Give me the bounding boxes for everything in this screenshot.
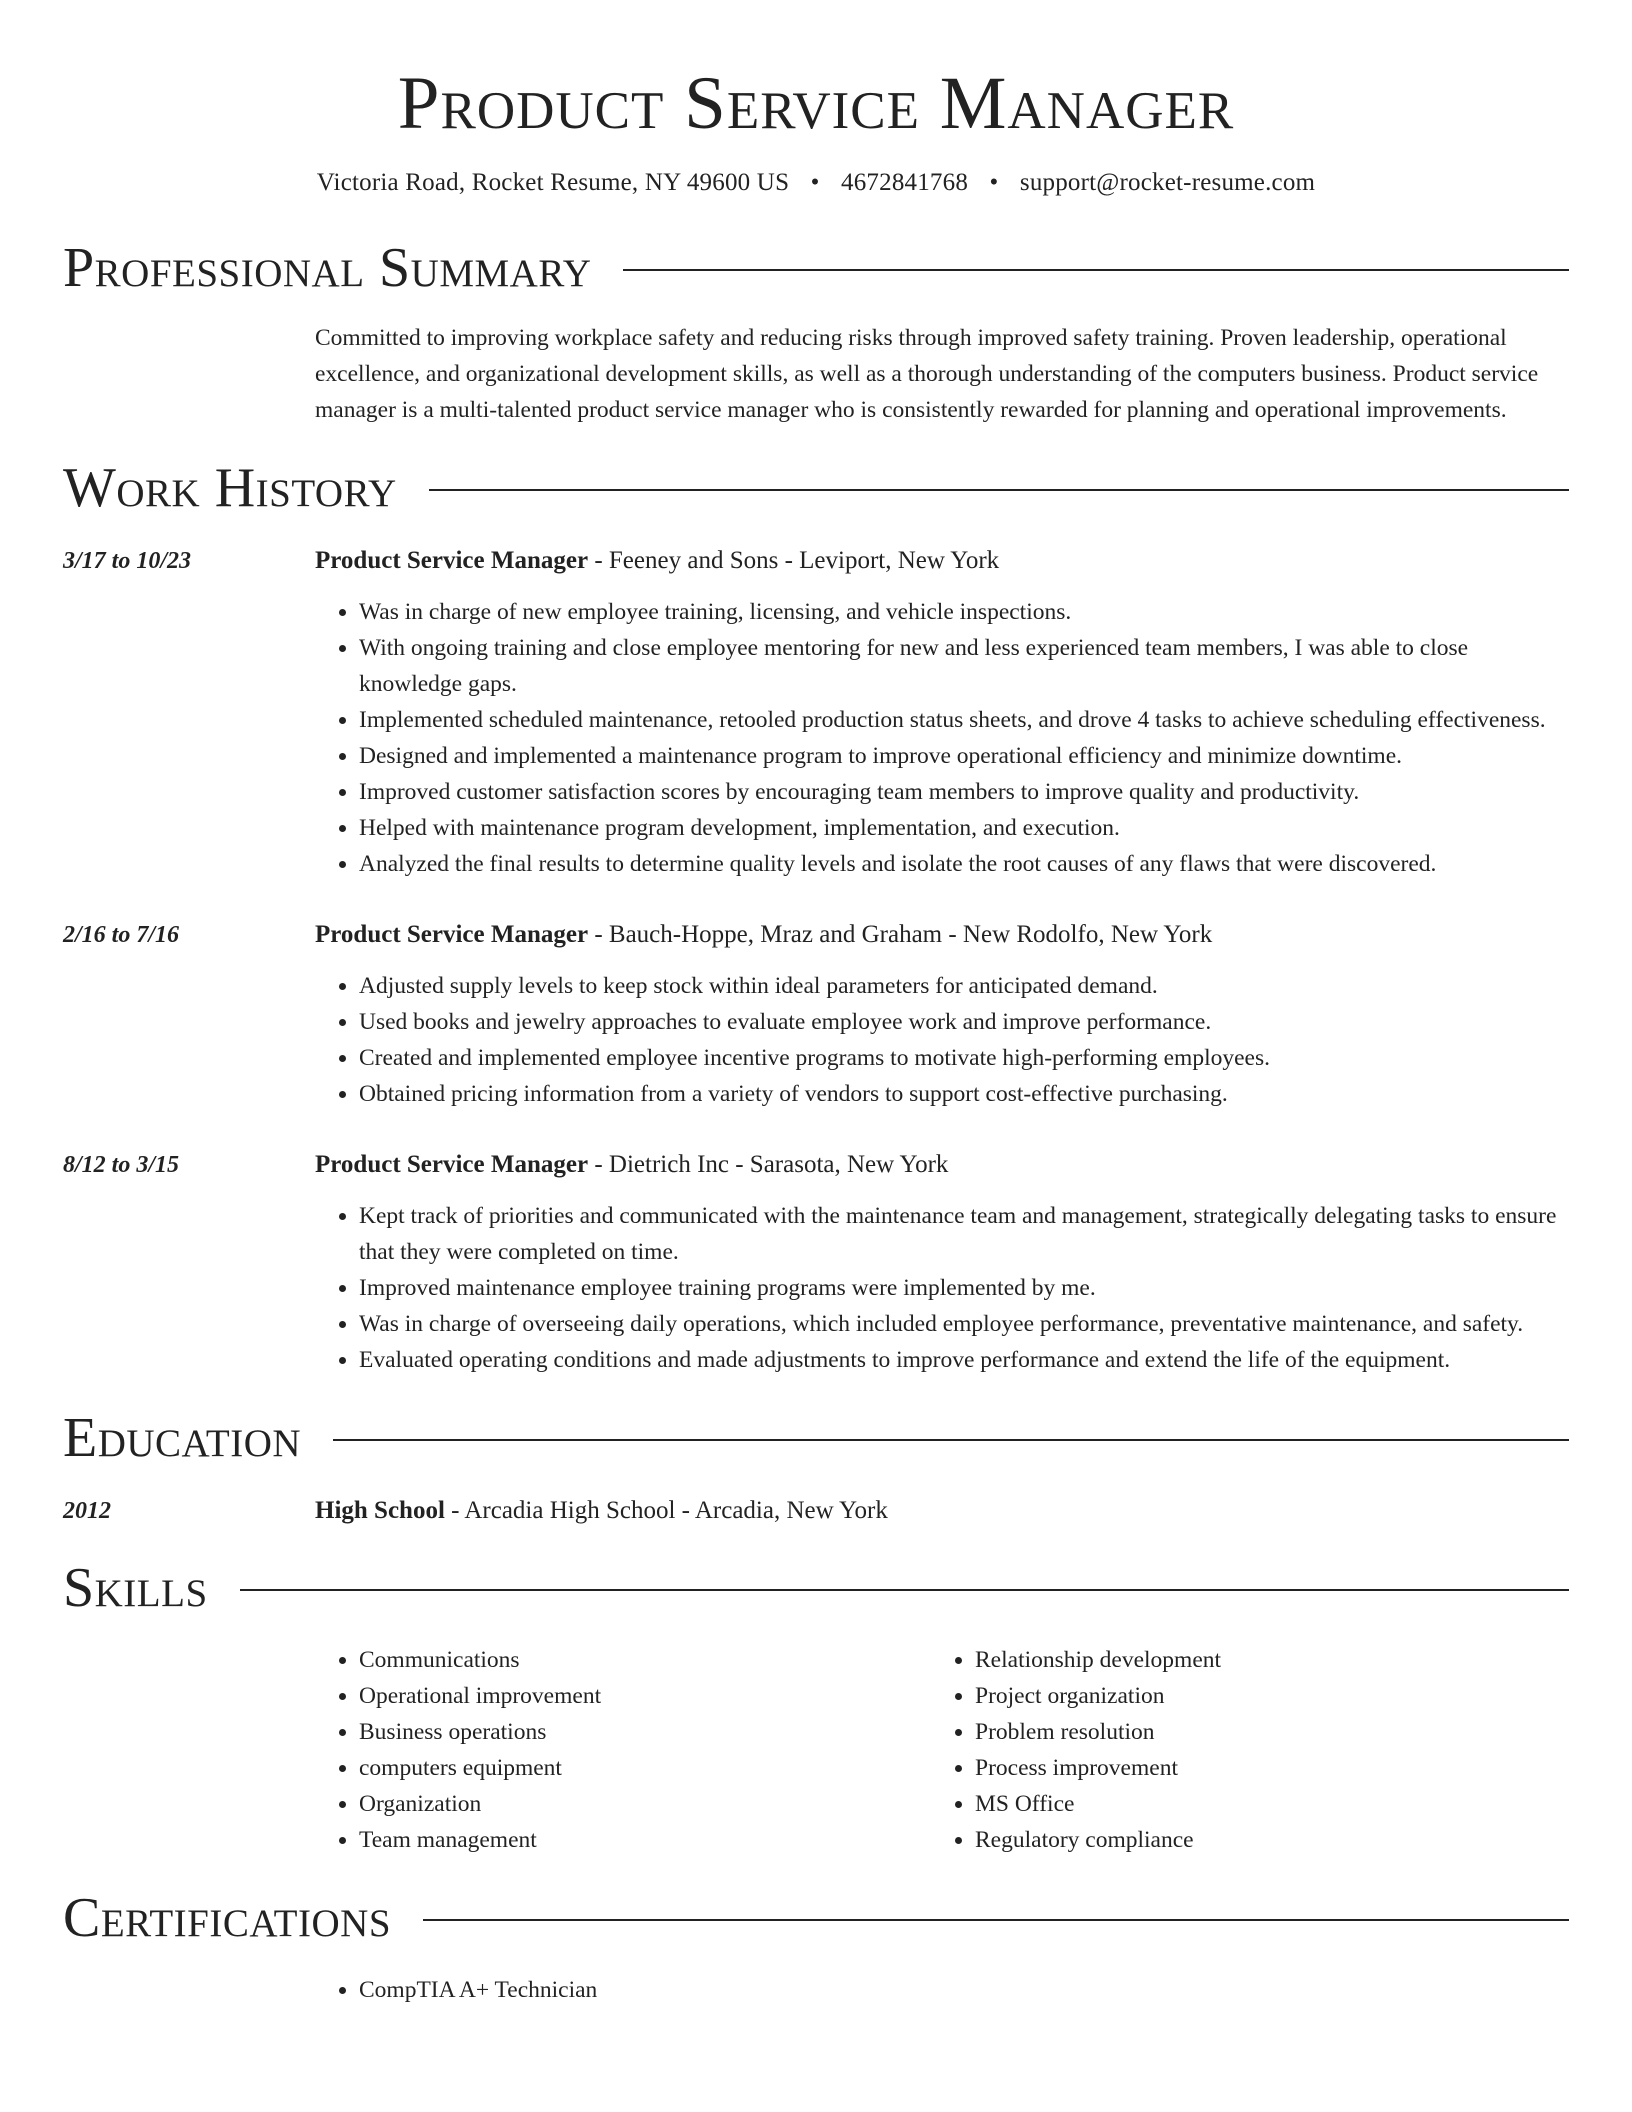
summary-text: Committed to improving workplace safety and reducing risks through improved safety training. Proven leadership, operational excellence, and organizational development skills, as well as a thorough understanding of the computers business. Product service manager is a multi-talented product service manager who is consistently rewarded for planning and operational improvements. xyxy=(315,325,1539,423)
job-heading xyxy=(315,1148,1569,1182)
job-bullets xyxy=(315,968,1569,1112)
job-bullet-item: • Improved customer satisfaction scores by encouraging team members to improve quality and productivity. xyxy=(359,774,1569,810)
job-title: Product Service Manager xyxy=(315,1151,589,1178)
education-section-header xyxy=(63,1406,1569,1470)
education-degree: High School xyxy=(315,1497,445,1524)
skill-item: • MS Office xyxy=(975,1786,1547,1822)
resume-name: Product Service Manager xyxy=(397,62,1235,145)
job-entry xyxy=(63,1148,1569,1378)
skill-item: • Relationship development xyxy=(975,1642,1547,1678)
education-section-title: Education xyxy=(63,1407,302,1469)
section-divider xyxy=(623,269,1569,271)
skill-item: • Organization xyxy=(359,1786,931,1822)
certifications-list xyxy=(315,1972,1569,2008)
job-dates: 3/17 to 10/23 xyxy=(63,548,192,574)
certifications-list-wrap xyxy=(315,1972,1569,2008)
skills-grid xyxy=(315,1642,1569,1858)
work-section-header xyxy=(63,456,1569,520)
job-bullet-item: • Used books and jewelry approaches to evaluate employee work and improve performance. xyxy=(359,1004,1569,1040)
education-heading xyxy=(315,1494,1569,1528)
job-bullet-item: • Was in charge of new employee training, licensing, and vehicle inspections. xyxy=(359,594,1569,630)
section-divider xyxy=(240,1589,1569,1591)
job-bullet-item: • Adjusted supply levels to keep stock within ideal parameters for anticipated demand. xyxy=(359,968,1569,1004)
section-divider xyxy=(429,489,1569,491)
skill-item: • Project organization xyxy=(975,1678,1547,1714)
skill-item: • Process improvement xyxy=(975,1750,1547,1786)
education-details: - Arcadia High School - Arcadia, New York xyxy=(444,1497,888,1524)
job-title: Product Service Manager xyxy=(315,921,589,948)
job-bullet-item: • Created and implemented employee incentive programs to motivate high-performing employees. xyxy=(359,1040,1569,1076)
skill-item: • Business operations xyxy=(359,1714,931,1750)
job-bullets xyxy=(315,1198,1569,1378)
skill-item: • computers equipment xyxy=(359,1750,931,1786)
contact-email: support@rocket-resume.com xyxy=(1019,169,1316,196)
job-entry xyxy=(63,918,1569,1112)
separator-bullet: • xyxy=(989,169,999,196)
skill-item: • Communications xyxy=(359,1642,931,1678)
skill-item: • Problem resolution xyxy=(975,1714,1547,1750)
education-year: 2012 xyxy=(63,1498,111,1524)
certifications-section-header xyxy=(63,1886,1569,1950)
job-bullet-item: • Analyzed the final results to determine quality levels and isolate the root causes of any flaws that were discovered. xyxy=(359,846,1569,882)
job-bullet-item: • Obtained pricing information from a variety of vendors to support cost-effective purchasing. xyxy=(359,1076,1569,1112)
education-entry xyxy=(63,1494,1569,1528)
job-details: - Feeney and Sons - Leviport, New York xyxy=(588,547,1000,574)
section-divider xyxy=(423,1919,1569,1921)
job-bullet-item: • Improved maintenance employee training programs were implemented by me. xyxy=(359,1270,1569,1306)
job-bullet-item: • Implemented scheduled maintenance, retooled production status sheets, and drove 4 tasks to achieve scheduling effectiveness. xyxy=(359,702,1569,738)
job-bullet-item: • Kept track of priorities and communicated with the maintenance team and management, strategically delegating tasks to ensure that they were completed on time. xyxy=(359,1198,1569,1270)
summary-section-title: Professional Summary xyxy=(63,237,592,299)
skills-column-right xyxy=(931,1642,1547,1858)
certifications-section-title: Certifications xyxy=(63,1887,392,1949)
job-details: - Dietrich Inc - Sarasota, New York xyxy=(588,1151,949,1178)
skill-item: • Regulatory compliance xyxy=(975,1822,1547,1858)
summary-section-header xyxy=(63,236,1569,300)
contact-line xyxy=(63,166,1569,200)
job-bullets xyxy=(315,594,1569,882)
job-bullet-item: • With ongoing training and close employee mentoring for new and less experienced team members, I was able to close knowledge gaps. xyxy=(359,630,1569,702)
job-details: - Bauch-Hoppe, Mraz and Graham - New Rodolfo, New York xyxy=(588,921,1213,948)
skill-item: • Operational improvement xyxy=(359,1678,931,1714)
job-bullet-item: • Evaluated operating conditions and made adjustments to improve performance and extend the life of the equipment. xyxy=(359,1342,1569,1378)
job-title: Product Service Manager xyxy=(315,547,589,574)
section-divider xyxy=(333,1439,1569,1441)
job-bullet-item: • Helped with maintenance program development, implementation, and execution. xyxy=(359,810,1569,846)
skill-item: • Team management xyxy=(359,1822,931,1858)
job-bullet-item: • Was in charge of overseeing daily operations, which included employee performance, preventative maintenance, and safety. xyxy=(359,1306,1569,1342)
certification-item: • CompTIA A+ Technician xyxy=(359,1972,1569,2008)
job-bullet-item: • Designed and implemented a maintenance program to improve operational efficiency and minimize downtime. xyxy=(359,738,1569,774)
job-dates: 8/12 to 3/15 xyxy=(63,1152,180,1178)
job-heading xyxy=(315,544,1569,578)
separator-bullet: • xyxy=(810,169,820,196)
contact-phone: 4672841768 xyxy=(841,169,969,196)
job-entry xyxy=(63,544,1569,882)
job-heading xyxy=(315,918,1569,952)
work-history-list xyxy=(63,544,1569,1378)
skills-column-left xyxy=(315,1642,931,1858)
skills-section-header xyxy=(63,1556,1569,1620)
work-section-title: Work History xyxy=(63,457,397,519)
skills-section-title: Skills xyxy=(63,1557,208,1619)
contact-address: Victoria Road, Rocket Resume, NY 49600 US xyxy=(316,169,790,196)
job-dates: 2/16 to 7/16 xyxy=(63,922,180,948)
